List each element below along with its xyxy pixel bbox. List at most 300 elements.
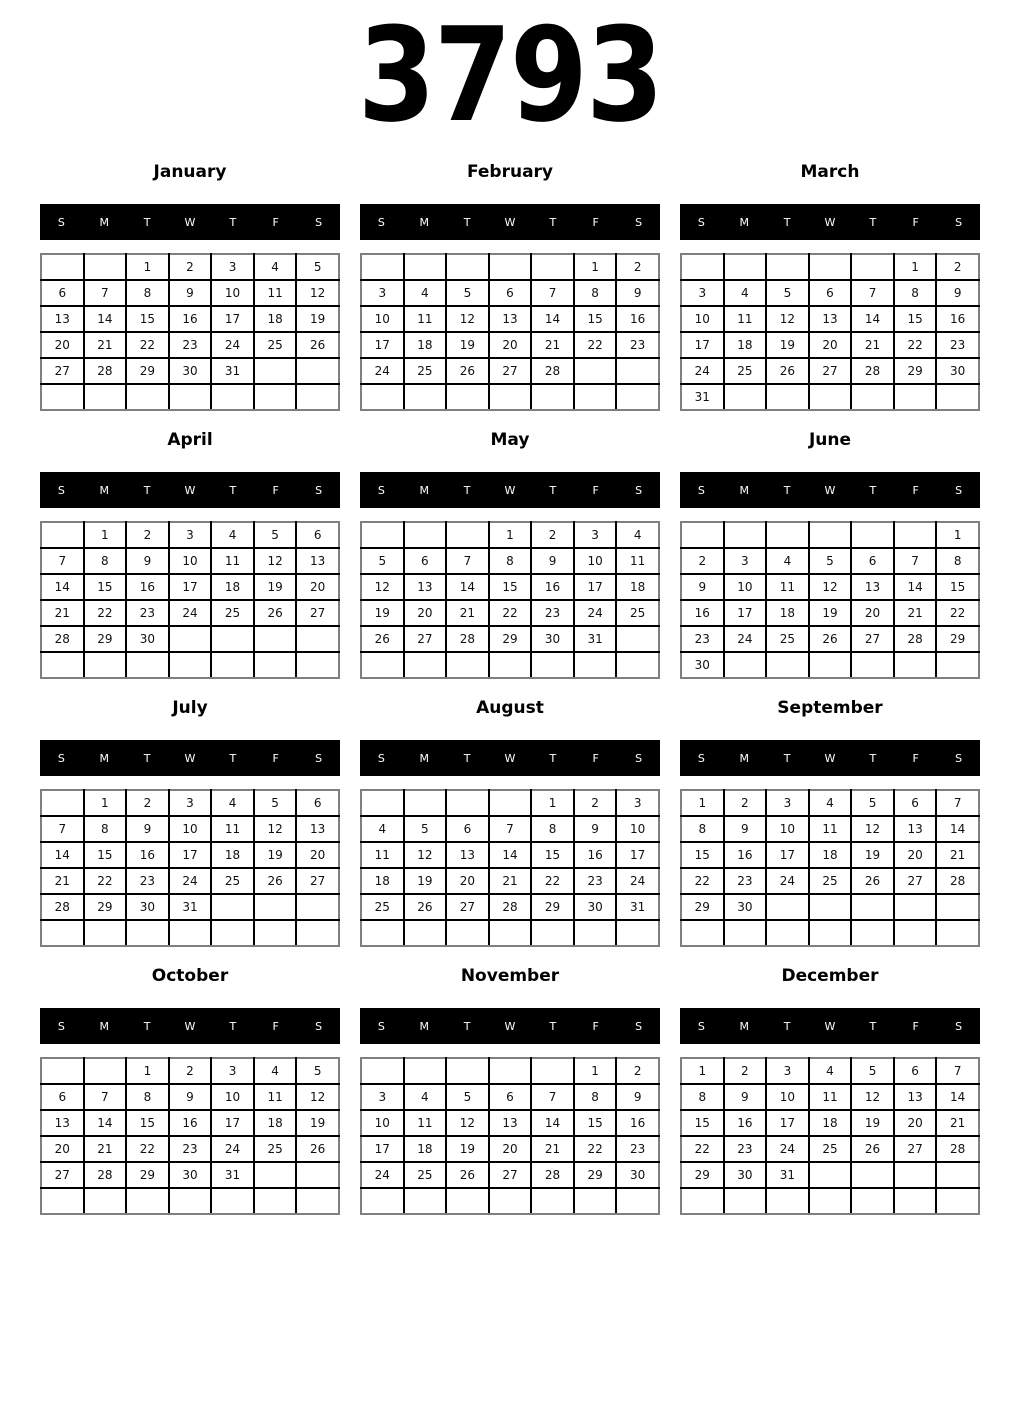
empty-day-cell <box>211 920 254 946</box>
day-cell: 21 <box>851 332 894 358</box>
week-row <box>361 384 659 410</box>
day-cell: 28 <box>936 868 979 894</box>
day-cell: 1 <box>681 1058 724 1084</box>
weekday-label: T <box>143 483 151 497</box>
day-cell: 31 <box>766 1162 809 1188</box>
weekday-label: M <box>419 215 430 229</box>
week-row <box>41 1188 339 1214</box>
day-cell: 1 <box>531 790 574 816</box>
week-row <box>361 280 659 306</box>
week-row <box>41 358 339 384</box>
day-cell: 10 <box>681 306 724 332</box>
weekday-label: M <box>99 215 110 229</box>
day-cell: 28 <box>41 894 84 920</box>
day-cell: 21 <box>41 868 84 894</box>
month-title: April <box>167 430 213 450</box>
empty-day-cell <box>894 652 937 678</box>
month-march <box>680 162 980 411</box>
day-cell: 2 <box>531 522 574 548</box>
day-cell: 27 <box>489 1162 532 1188</box>
day-cell: 9 <box>936 280 979 306</box>
day-cell: 12 <box>254 548 297 574</box>
day-cell: 7 <box>936 1058 979 1084</box>
day-cell: 21 <box>936 1110 979 1136</box>
day-cell: 10 <box>361 306 404 332</box>
day-cell: 16 <box>681 600 724 626</box>
month-october <box>40 966 340 1215</box>
empty-day-cell <box>296 894 339 920</box>
month-july <box>40 698 340 947</box>
empty-day-cell <box>851 652 894 678</box>
week-row <box>361 920 659 946</box>
day-cell: 6 <box>809 280 852 306</box>
day-cell: 5 <box>361 548 404 574</box>
week-row <box>41 1084 339 1110</box>
day-cell: 10 <box>766 1084 809 1110</box>
week-row <box>361 626 659 652</box>
day-cell: 30 <box>681 652 724 678</box>
weekday-label: T <box>549 1019 557 1033</box>
week-row <box>41 1136 339 1162</box>
weekday-label: T <box>229 751 237 765</box>
empty-day-cell <box>41 254 84 280</box>
day-cell: 15 <box>126 1110 169 1136</box>
day-cell: 10 <box>574 548 617 574</box>
day-cell: 24 <box>361 358 404 384</box>
week-row <box>41 306 339 332</box>
empty-day-cell <box>489 920 532 946</box>
day-cell: 14 <box>84 1110 127 1136</box>
day-cell: 30 <box>126 626 169 652</box>
day-cell: 25 <box>254 332 297 358</box>
day-cell: 11 <box>766 574 809 600</box>
day-cell: 21 <box>84 1136 127 1162</box>
day-cell: 22 <box>531 868 574 894</box>
day-cell: 9 <box>126 548 169 574</box>
day-cell: 4 <box>404 280 447 306</box>
week-row <box>681 842 979 868</box>
weekday-label: M <box>739 215 750 229</box>
day-cell: 8 <box>84 816 127 842</box>
month-title: November <box>460 966 560 986</box>
day-cell: 21 <box>936 842 979 868</box>
day-cell: 14 <box>446 574 489 600</box>
day-cell: 18 <box>211 574 254 600</box>
day-cell: 20 <box>489 1136 532 1162</box>
weekday-label: T <box>463 483 471 497</box>
day-cell: 28 <box>531 358 574 384</box>
day-cell: 17 <box>681 332 724 358</box>
day-cell: 19 <box>446 1136 489 1162</box>
empty-day-cell <box>616 384 659 410</box>
weekday-header <box>680 740 980 776</box>
day-cell: 7 <box>936 790 979 816</box>
day-cell: 2 <box>169 254 212 280</box>
day-cell: 11 <box>211 816 254 842</box>
day-cell: 31 <box>169 894 212 920</box>
weekday-label: T <box>783 215 791 229</box>
day-cell: 19 <box>254 842 297 868</box>
weekday-label: S <box>57 1019 65 1033</box>
day-cell: 25 <box>809 868 852 894</box>
day-cell: 25 <box>616 600 659 626</box>
day-cell: 16 <box>724 842 767 868</box>
day-cell: 28 <box>446 626 489 652</box>
weekday-label: S <box>315 215 323 229</box>
month-title: May <box>490 430 530 450</box>
empty-day-cell <box>296 1162 339 1188</box>
weekday-label: W <box>184 1019 196 1033</box>
day-cell: 12 <box>254 816 297 842</box>
month-title: June <box>808 430 852 450</box>
empty-day-cell <box>211 384 254 410</box>
weekday-header <box>40 472 340 508</box>
day-cell: 8 <box>574 280 617 306</box>
empty-day-cell <box>84 920 127 946</box>
weekday-label: W <box>184 215 196 229</box>
day-cell: 9 <box>616 280 659 306</box>
weekday-label: W <box>184 751 196 765</box>
day-cell: 6 <box>894 790 937 816</box>
day-cell: 27 <box>404 626 447 652</box>
week-row <box>361 894 659 920</box>
day-cell: 11 <box>211 548 254 574</box>
empty-day-cell <box>766 522 809 548</box>
day-cell: 25 <box>766 626 809 652</box>
week-row <box>681 522 979 548</box>
weekday-label: F <box>272 215 279 229</box>
day-cell: 11 <box>361 842 404 868</box>
weekday-label: S <box>57 215 65 229</box>
day-cell: 3 <box>766 790 809 816</box>
empty-day-cell <box>681 522 724 548</box>
day-cell: 16 <box>936 306 979 332</box>
day-cell: 7 <box>531 1084 574 1110</box>
week-row <box>361 548 659 574</box>
day-cell: 24 <box>169 868 212 894</box>
empty-day-cell <box>296 920 339 946</box>
day-cell: 29 <box>126 1162 169 1188</box>
empty-day-cell <box>361 1188 404 1214</box>
day-cell: 5 <box>254 790 297 816</box>
day-cell: 6 <box>296 522 339 548</box>
day-cell: 10 <box>211 280 254 306</box>
day-cell: 9 <box>169 280 212 306</box>
weekday-header <box>680 204 980 240</box>
empty-day-cell <box>84 1058 127 1084</box>
week-row <box>361 652 659 678</box>
week-row <box>681 1084 979 1110</box>
empty-day-cell <box>296 384 339 410</box>
day-cell: 7 <box>851 280 894 306</box>
day-cell: 24 <box>681 358 724 384</box>
empty-day-cell <box>41 1188 84 1214</box>
empty-day-cell <box>446 652 489 678</box>
week-row <box>681 600 979 626</box>
weekday-label: S <box>377 483 385 497</box>
day-cell: 2 <box>126 790 169 816</box>
day-cell: 21 <box>894 600 937 626</box>
week-row <box>681 384 979 410</box>
day-cell: 25 <box>724 358 767 384</box>
day-cell: 18 <box>766 600 809 626</box>
day-cell: 9 <box>724 1084 767 1110</box>
day-cell: 13 <box>41 306 84 332</box>
week-row <box>361 1188 659 1214</box>
day-cell: 19 <box>766 332 809 358</box>
day-cell: 16 <box>616 306 659 332</box>
month-title: December <box>781 966 879 986</box>
day-cell: 22 <box>126 332 169 358</box>
day-cell: 2 <box>169 1058 212 1084</box>
day-cell: 2 <box>936 254 979 280</box>
empty-day-cell <box>851 522 894 548</box>
weekday-label: S <box>697 215 705 229</box>
day-cell: 18 <box>809 842 852 868</box>
day-cell: 20 <box>296 842 339 868</box>
day-cell: 21 <box>41 600 84 626</box>
day-cell: 25 <box>211 868 254 894</box>
day-cell: 13 <box>851 574 894 600</box>
week-row <box>41 548 339 574</box>
day-cell: 15 <box>681 842 724 868</box>
day-cell: 17 <box>211 1110 254 1136</box>
empty-day-cell <box>211 626 254 652</box>
day-cell: 24 <box>574 600 617 626</box>
empty-day-cell <box>296 358 339 384</box>
week-row <box>361 358 659 384</box>
weekday-label: F <box>592 1019 599 1033</box>
day-cell: 10 <box>211 1084 254 1110</box>
day-cell: 31 <box>211 1162 254 1188</box>
month-may <box>360 430 660 679</box>
day-cell: 24 <box>724 626 767 652</box>
empty-day-cell <box>489 790 532 816</box>
day-cell: 27 <box>446 894 489 920</box>
month-june <box>680 430 980 679</box>
empty-day-cell <box>404 1058 447 1084</box>
day-cell: 27 <box>894 868 937 894</box>
weekday-label: M <box>99 751 110 765</box>
day-cell: 15 <box>574 1110 617 1136</box>
empty-day-cell <box>894 1188 937 1214</box>
week-row <box>41 332 339 358</box>
month-days-table <box>680 1057 980 1215</box>
day-cell: 25 <box>361 894 404 920</box>
weekday-label: T <box>143 751 151 765</box>
month-days-table <box>360 253 660 411</box>
empty-day-cell <box>531 384 574 410</box>
weekday-label: S <box>377 751 385 765</box>
empty-day-cell <box>126 384 169 410</box>
day-cell: 11 <box>254 1084 297 1110</box>
day-cell: 19 <box>254 574 297 600</box>
empty-day-cell <box>724 652 767 678</box>
day-cell: 26 <box>361 626 404 652</box>
weekday-label: F <box>912 215 919 229</box>
day-cell: 24 <box>616 868 659 894</box>
day-cell: 10 <box>766 816 809 842</box>
day-cell: 31 <box>211 358 254 384</box>
day-cell: 24 <box>766 1136 809 1162</box>
day-cell: 31 <box>681 384 724 410</box>
day-cell: 7 <box>84 280 127 306</box>
weekday-label: S <box>955 483 963 497</box>
day-cell: 19 <box>296 306 339 332</box>
empty-day-cell <box>41 652 84 678</box>
empty-day-cell <box>851 384 894 410</box>
day-cell: 28 <box>531 1162 574 1188</box>
empty-day-cell <box>361 920 404 946</box>
week-row <box>41 790 339 816</box>
week-row <box>41 1110 339 1136</box>
day-cell: 6 <box>446 816 489 842</box>
day-cell: 27 <box>809 358 852 384</box>
empty-day-cell <box>84 254 127 280</box>
day-cell: 26 <box>254 868 297 894</box>
day-cell: 20 <box>446 868 489 894</box>
weekday-label: M <box>419 483 430 497</box>
day-cell: 30 <box>169 358 212 384</box>
day-cell: 14 <box>531 306 574 332</box>
empty-day-cell <box>724 920 767 946</box>
day-cell: 6 <box>894 1058 937 1084</box>
week-row <box>41 1058 339 1084</box>
month-days-table <box>40 253 340 411</box>
day-cell: 30 <box>936 358 979 384</box>
week-row <box>41 574 339 600</box>
empty-day-cell <box>531 254 574 280</box>
day-cell: 4 <box>211 790 254 816</box>
month-january <box>40 162 340 411</box>
empty-day-cell <box>254 894 297 920</box>
day-cell: 17 <box>766 1110 809 1136</box>
day-cell: 8 <box>126 1084 169 1110</box>
day-cell: 20 <box>296 574 339 600</box>
day-cell: 8 <box>531 816 574 842</box>
week-row <box>361 306 659 332</box>
week-row <box>41 384 339 410</box>
day-cell: 4 <box>724 280 767 306</box>
day-cell: 22 <box>489 600 532 626</box>
day-cell: 21 <box>489 868 532 894</box>
day-cell: 2 <box>574 790 617 816</box>
empty-day-cell <box>574 1188 617 1214</box>
day-cell: 16 <box>169 306 212 332</box>
day-cell: 15 <box>681 1110 724 1136</box>
day-cell: 6 <box>296 790 339 816</box>
empty-day-cell <box>809 1162 852 1188</box>
empty-day-cell <box>361 1058 404 1084</box>
empty-day-cell <box>766 652 809 678</box>
empty-day-cell <box>211 652 254 678</box>
day-cell: 10 <box>169 548 212 574</box>
empty-day-cell <box>851 894 894 920</box>
day-cell: 1 <box>574 254 617 280</box>
week-row <box>361 1058 659 1084</box>
weekday-label: F <box>592 751 599 765</box>
weekday-label: T <box>783 751 791 765</box>
day-cell: 27 <box>489 358 532 384</box>
weekday-label: W <box>504 1019 516 1033</box>
day-cell: 4 <box>809 790 852 816</box>
month-title: March <box>800 162 860 182</box>
empty-day-cell <box>936 1162 979 1188</box>
empty-day-cell <box>404 790 447 816</box>
day-cell: 4 <box>616 522 659 548</box>
empty-day-cell <box>766 894 809 920</box>
week-row <box>681 790 979 816</box>
week-row <box>681 652 979 678</box>
day-cell: 4 <box>766 548 809 574</box>
day-cell: 30 <box>574 894 617 920</box>
empty-day-cell <box>489 1188 532 1214</box>
empty-day-cell <box>361 254 404 280</box>
day-cell: 20 <box>894 1110 937 1136</box>
month-december <box>680 966 980 1215</box>
empty-day-cell <box>169 1188 212 1214</box>
day-cell: 22 <box>681 1136 724 1162</box>
day-cell: 31 <box>574 626 617 652</box>
week-row <box>361 254 659 280</box>
day-cell: 1 <box>489 522 532 548</box>
empty-day-cell <box>574 652 617 678</box>
week-row <box>361 868 659 894</box>
weekday-label: S <box>377 1019 385 1033</box>
day-cell: 5 <box>851 790 894 816</box>
weekday-header <box>40 1008 340 1044</box>
day-cell: 5 <box>766 280 809 306</box>
weekday-label: M <box>419 1019 430 1033</box>
day-cell: 1 <box>126 254 169 280</box>
day-cell: 3 <box>724 548 767 574</box>
day-cell: 16 <box>531 574 574 600</box>
day-cell: 6 <box>41 280 84 306</box>
empty-day-cell <box>574 358 617 384</box>
day-cell: 13 <box>489 306 532 332</box>
day-cell: 12 <box>851 1084 894 1110</box>
day-cell: 11 <box>404 1110 447 1136</box>
day-cell: 7 <box>41 548 84 574</box>
day-cell: 23 <box>126 868 169 894</box>
empty-day-cell <box>446 254 489 280</box>
empty-day-cell <box>169 384 212 410</box>
day-cell: 10 <box>616 816 659 842</box>
empty-day-cell <box>296 626 339 652</box>
day-cell: 22 <box>84 600 127 626</box>
week-row <box>681 574 979 600</box>
empty-day-cell <box>851 920 894 946</box>
empty-day-cell <box>574 920 617 946</box>
day-cell: 19 <box>296 1110 339 1136</box>
day-cell: 18 <box>404 1136 447 1162</box>
empty-day-cell <box>766 254 809 280</box>
weekday-label: T <box>549 215 557 229</box>
day-cell: 5 <box>296 254 339 280</box>
weekday-label: M <box>739 751 750 765</box>
day-cell: 17 <box>574 574 617 600</box>
weekday-label: T <box>549 751 557 765</box>
day-cell: 26 <box>851 868 894 894</box>
month-february <box>360 162 660 411</box>
week-row <box>41 626 339 652</box>
empty-day-cell <box>766 1188 809 1214</box>
week-row <box>41 816 339 842</box>
day-cell: 4 <box>809 1058 852 1084</box>
day-cell: 4 <box>211 522 254 548</box>
empty-day-cell <box>681 920 724 946</box>
empty-day-cell <box>126 920 169 946</box>
